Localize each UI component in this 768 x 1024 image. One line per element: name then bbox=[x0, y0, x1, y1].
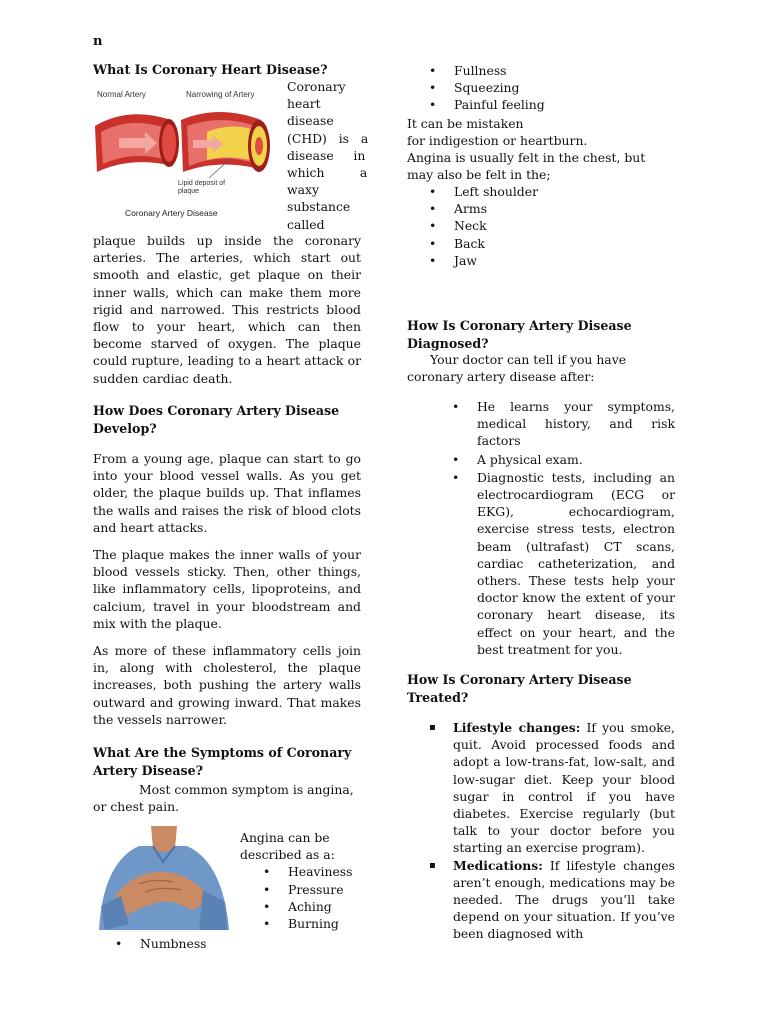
wrap-line: heart bbox=[287, 96, 321, 112]
angina-intro: Angina can be described as a: bbox=[240, 830, 335, 863]
wrap-line: called bbox=[287, 216, 325, 232]
heading-symptoms: What Are the Symptoms of Coronary Artery Disease? bbox=[93, 745, 352, 778]
treatment-text: If lifestyle changes aren’t enough, medications may be needed. The drugs you’ll take depend on your situation. If you’ve been diagnosed with bbox=[453, 857, 675, 942]
list-item: • Fullness bbox=[429, 62, 675, 79]
list-item: • Aching bbox=[263, 898, 361, 915]
heading-treated: How Is Coronary Artery Disease Treated? bbox=[407, 672, 632, 705]
chest-pain-photo bbox=[95, 826, 231, 930]
normal-artery-icon bbox=[95, 114, 179, 172]
diagnosis-list bbox=[452, 398, 675, 658]
symptom-list-continued bbox=[429, 62, 675, 114]
wrap-line: which a bbox=[287, 165, 368, 181]
mistaken-line-2: for indigestion or heartburn. bbox=[407, 133, 588, 148]
treatment-label: Lifestyle changes: bbox=[453, 720, 581, 735]
list-item bbox=[407, 857, 675, 943]
chd-body: plaque builds up inside the coronary arteries. The arteries, which start out smooth and elastic, get plaque on their inner walls, which can make them more rigid and narrowed. This restricts blood flow to your heart, which can then become starved of oxygen. The plaque could rupture, leading to a heart attack or sudden cardiac death. bbox=[93, 233, 361, 386]
list-item: • Neck bbox=[429, 217, 675, 234]
wrap-line: disease in bbox=[287, 147, 366, 163]
label-narrowing-artery: Narrowing of Artery bbox=[186, 90, 255, 99]
treatment-label: Medications: bbox=[453, 857, 543, 873]
wrap-line: (CHD) is a bbox=[287, 130, 369, 146]
develop-p1: From a young age, plaque can start to go into your blood vessel walls. As you get older, the plaque builds up. That inflames the walls and raises the risk of blood clots and heart attacks. bbox=[93, 451, 361, 535]
list-item: • Burning bbox=[263, 915, 361, 932]
figure-caption: Coronary Artery Disease bbox=[125, 208, 218, 218]
treatment-list bbox=[407, 719, 675, 943]
angina-list bbox=[263, 863, 361, 932]
develop-p2: The plaque makes the inner walls of your blood vessels sticky. Then, other things, like inflammatory cells, lipoproteins, and calcium, travel in your bloodstream and mix with the plaque. bbox=[93, 547, 361, 631]
list-item: • Left shoulder bbox=[429, 183, 675, 200]
list-item: • Heaviness bbox=[263, 863, 361, 880]
numbness-list bbox=[115, 935, 315, 952]
heading-how-develop: How Does Coronary Artery Disease Develop? bbox=[93, 403, 340, 436]
angina-description bbox=[240, 829, 361, 932]
page-marker: n bbox=[93, 34, 103, 49]
develop-p3: As more of these inflammatory cells join in, along with cholesterol, the plaque increases, both pushing the artery walls outward and growing inward. That makes the vessels narrower. bbox=[93, 643, 361, 727]
list-item: • Numbness bbox=[115, 935, 315, 952]
list-item: • Jaw bbox=[429, 252, 675, 269]
left-column bbox=[93, 0, 369, 1024]
location-list bbox=[429, 183, 675, 269]
list-item: • Arms bbox=[429, 200, 675, 217]
wrap-text bbox=[287, 78, 369, 233]
label-lipid-deposit: Lipid deposit of plaque bbox=[178, 180, 226, 195]
wrap-line: disease bbox=[287, 113, 334, 129]
mistaken-line-1: It can be mistaken bbox=[407, 116, 524, 131]
list-item: • Pressure bbox=[263, 881, 361, 898]
list-item: • Painful feeling bbox=[429, 96, 675, 113]
list-item: • He learns your symptoms, medical history, and risk factors bbox=[452, 398, 675, 450]
symptoms-intro: Most common symptom is angina, or chest pain. bbox=[93, 782, 354, 815]
wrap-line: waxy bbox=[287, 182, 319, 198]
list-item: • Squeezing bbox=[429, 79, 675, 96]
heading-what-is-chd: What Is Coronary Heart Disease? bbox=[93, 62, 328, 77]
label-normal-artery: Normal Artery bbox=[97, 90, 146, 99]
list-item bbox=[407, 719, 675, 857]
wrap-line: Coronary bbox=[287, 79, 346, 94]
right-column bbox=[407, 0, 675, 1024]
heading-diagnosed: How Is Coronary Artery Disease Diagnosed? bbox=[407, 318, 632, 351]
treatment-text: If you smoke, quit. Avoid processed foods and adopt a low-trans-fat, low-salt, and low-sugar diet. Keep your blood sugar in control if you have diabetes. Exercise regularly (but talk to your doctor before you starting an exercise program). bbox=[453, 720, 675, 856]
artery-illustration bbox=[89, 86, 279, 222]
diagnosed-intro: Your doctor can tell if you have coronary artery disease after: bbox=[407, 352, 627, 385]
felt-text: Angina is usually felt in the chest, but may also be felt in the; bbox=[407, 150, 646, 183]
list-item: • A physical exam. bbox=[452, 451, 675, 468]
wrap-line: substance bbox=[287, 199, 351, 215]
list-item: • Diagnostic tests, including an electrocardiogram (ECG or EKG), echocardiogram, exercise stress tests, electron beam (ultrafast) CT scans, cardiac catheterization, and others. These tests help your doctor know the extent of your coronary heart disease, its effect on your heart, and the best treatment for you. bbox=[452, 469, 675, 658]
list-item: • Back bbox=[429, 235, 675, 252]
